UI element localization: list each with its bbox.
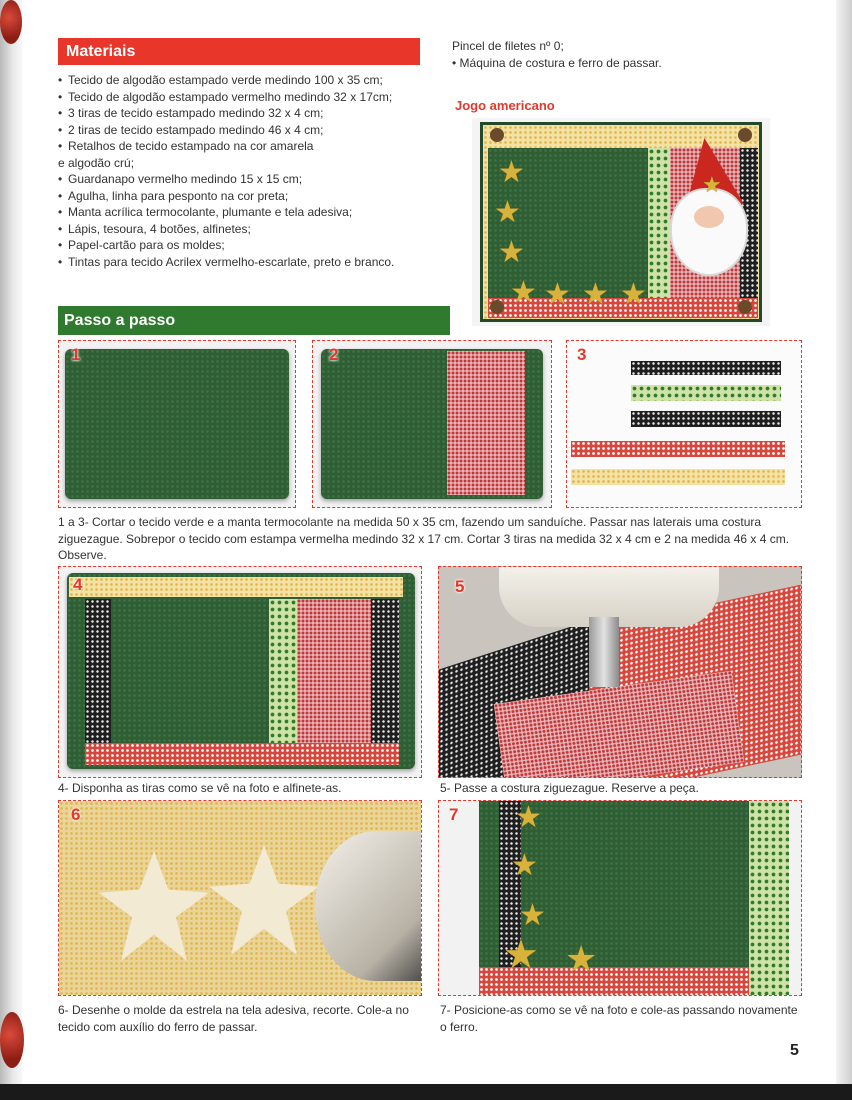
santa-face: [670, 188, 748, 276]
steps-header: Passo a passo: [58, 306, 450, 335]
star-icon: ★: [503, 933, 539, 977]
presser-foot: [589, 617, 619, 687]
button-decoration: [738, 128, 752, 142]
step-6-caption: 6- Desenhe o molde da estrela na tela adesiva, recorte. Cole-a no tecido com auxílio do ferro de passar.: [58, 1003, 409, 1034]
materials-item: • 3 tiras de tecido estampado medindo 32 x 4 cm;: [58, 105, 448, 122]
materials-item: • 2 tiras de tecido estampado medindo 46 x 4 cm;: [58, 122, 448, 139]
star-icon: ★: [519, 899, 546, 932]
step-number: 1: [71, 345, 81, 364]
star-icon: ★: [494, 196, 521, 229]
step-4-caption: 4- Disponha as tiras como se vê na foto e alfinete-as.: [58, 781, 342, 795]
poinsettia-decoration-bottom: [0, 1012, 24, 1068]
dotted-strip: [371, 599, 399, 745]
materials-item: • Agulha, linha para pesponto na cor preta;: [58, 188, 448, 205]
materials-item: • Tintas para tecido Acrilex vermelho-escarlate, preto e branco.: [58, 254, 448, 271]
red-print-fabric: [447, 351, 525, 495]
step-3-photo: [566, 340, 802, 508]
materials-header: Materiais: [58, 38, 420, 65]
star-icon: ★: [565, 938, 598, 979]
step-number: 6: [71, 805, 81, 824]
materials-item: Pincel de filetes nº 0;: [452, 39, 564, 53]
star-icon: ★: [702, 172, 722, 197]
materials-item: • Retalhos de tecido estampado na cor amarela: [58, 138, 448, 155]
step-5-caption: 5- Passe a costura ziguezague. Reserve a peça.: [440, 781, 699, 795]
step-number: 2: [329, 345, 339, 364]
product-photo: [472, 118, 770, 326]
red-print-fabric: [297, 599, 371, 745]
yellow-strip: [571, 469, 785, 485]
product-title: Jogo americano: [455, 98, 555, 113]
star-icon: ★: [498, 156, 525, 189]
steps-1-3-caption: 1 a 3- Cortar o tecido verde e a manta termocolante na medida 50 x 35 cm, fazendo um sanduíche. Passar nas laterais uma costura ziguezague. Sobrepor o tecido com estampa vermelha medindo 32 x 17 cm. Cortar 3 tiras na medida 32 x 4 cm e 2 na medida 46 x 4 cm. Observe.: [58, 515, 790, 562]
poinsettia-decoration-top: [0, 0, 22, 44]
page-gutter-shadow: [0, 0, 22, 1100]
placemat-leaf-strip: [648, 148, 670, 298]
materials-item: • Papel-cartão para os moldes;: [58, 237, 448, 254]
step-number: 3: [577, 345, 587, 364]
step-number: 5: [455, 577, 465, 596]
materials-item: • Manta acrílica termocolante, plumante e tela adesiva;: [58, 204, 448, 221]
button-decoration: [490, 128, 504, 142]
dotted-strip: [631, 361, 781, 375]
button-decoration: [738, 300, 752, 314]
materials-item: • Lápis, tesoura, 4 botões, alfinetes;: [58, 221, 448, 238]
step-4-photo: [58, 566, 422, 778]
step-1-photo: [58, 340, 296, 508]
leaf-strip: [749, 801, 789, 996]
button-decoration: [490, 300, 504, 314]
step-5-photo: [438, 566, 802, 778]
santa-skin: [694, 206, 724, 228]
dotted-strip: [85, 599, 111, 749]
step-number: 4: [73, 575, 83, 594]
red-strip: [571, 441, 785, 457]
materials-continued: [452, 38, 812, 71]
star-icon: ★: [510, 276, 537, 309]
materials-item: • Tecido de algodão estampado vermelho medindo 32 x 17cm;: [58, 89, 448, 106]
leaf-strip: [631, 385, 781, 401]
page-number: 5: [790, 1042, 799, 1059]
star-icon: ★: [498, 236, 525, 269]
dotted-strip: [631, 411, 781, 427]
red-strip: [85, 743, 399, 765]
leaf-strip: [269, 599, 297, 745]
page-bottom-edge: [0, 1084, 852, 1100]
step-7-caption: 7- Posicione-as como se vê na foto e cole-as passando novamente o ferro.: [440, 1003, 798, 1034]
star-icon: ★: [582, 278, 609, 311]
materials-item: • Guardanapo vermelho medindo 15 x 15 cm;: [58, 171, 448, 188]
step-number: 7: [449, 805, 459, 824]
star-icon: ★: [544, 278, 571, 311]
star-icon: ★: [620, 278, 647, 311]
star-icon: ★: [511, 849, 538, 882]
materials-item: • Tecido de algodão estampado verde medindo 100 x 35 cm;: [58, 72, 448, 89]
step-6-photo: [58, 800, 422, 996]
step-2-photo: [312, 340, 552, 508]
yellow-strip: [69, 577, 403, 597]
star-icon: ★: [515, 801, 542, 834]
green-fabric: [65, 349, 289, 499]
step-7-photo: [438, 800, 802, 996]
materials-item: e algodão crú;: [58, 155, 135, 170]
page-right-edge: [836, 0, 852, 1084]
materials-item: • Máquina de costura e ferro de passar.: [452, 55, 662, 70]
materials-list: [58, 72, 448, 270]
